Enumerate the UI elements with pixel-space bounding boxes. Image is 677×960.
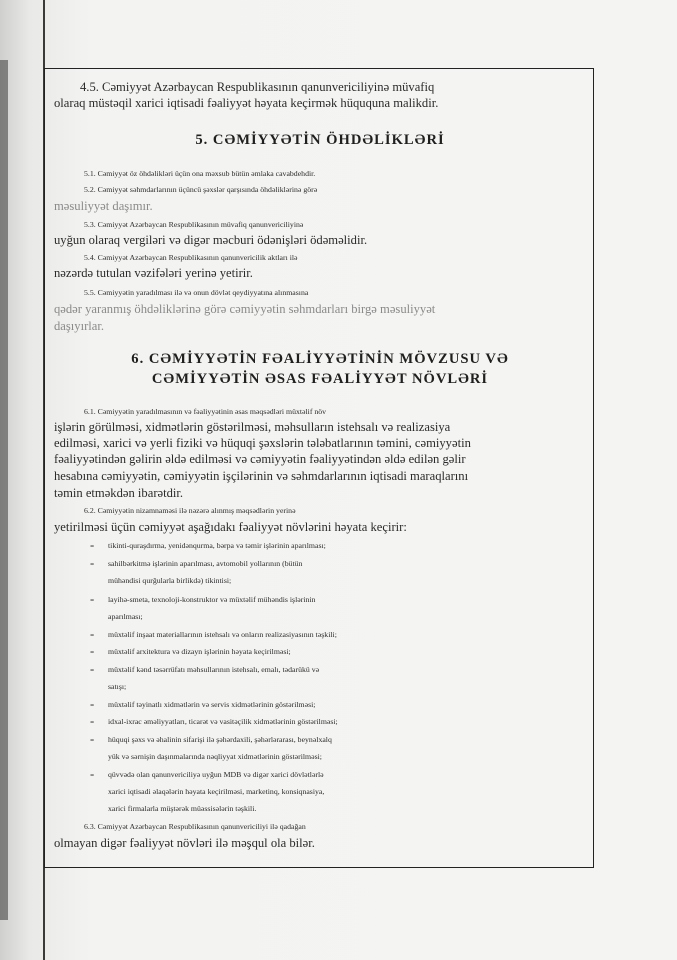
list-item-9-line-2: yük və sərnişin daşınmalarında nəqliyyat xidmətlərinin göstərilməsi; — [108, 752, 322, 761]
clause-5-5-line-2: qədər yaranmış öhdəliklərinə görə cəmiyyətin səhmdarları birgə məsuliyyət — [54, 302, 436, 316]
bullet-dash: - — [90, 627, 95, 641]
list-item-6-line-2: satışı; — [108, 682, 127, 691]
bullet-dash: - — [90, 767, 95, 781]
clause-5-4-line-1: 5.4. Cəmiyyət Azərbaycan Respublikasının qanunvericilik aktları ilə — [84, 253, 298, 262]
section-5-heading: 5. CƏMİYYƏTİN ÖHDƏLİKLƏRİ — [195, 132, 445, 148]
clause-5-2-line-1: 5.2. Cəmiyyət səhmdarlarının üçüncü şəxslər qarşısında öhdəliklərinə görə — [84, 185, 318, 194]
list-item-10-line-2: xarici iqtisadi əlaqələrin həyata keçirilməsi, marketinq, konsiqnasiya, — [108, 787, 325, 796]
list-item-10-line-1: qüvvədə olan qanunvericiliyə uyğun MDB və digər xarici dövlətlərlə — [108, 770, 324, 779]
paragraph-4-5-line-2: olaraq müstəqil xarici iqtisadi fəaliyyət həyata keçirmək hüququna malikdir. — [54, 96, 439, 110]
bullet-dash: - — [90, 662, 95, 676]
list-item-3-line-1: layihə-smeta, texnoloji-konstruktor və müxtəlif mühəndis işlərinin — [108, 595, 316, 604]
clause-6-1-line-1: 6.1. Cəmiyyətin yaradılmasının və fəaliyyətinin əsas məqsədləri müxtəlif növ — [84, 407, 327, 416]
list-item-9-line-1: hüquqi şəxs və əhalinin sifarişi ilə şəhərdaxili, şəhərlərarası, beynəlxalq — [108, 735, 332, 744]
clause-6-1-line-3: edilməsi, xarici və yerli fiziki və hüquqi şəxslərin tələbatlarının təmini, cəmiyyətin — [54, 436, 471, 450]
clause-6-1-line-5: hesabına cəmiyyətin, cəmiyyətin işçilərinin və səhmdarlarının iqtisadi maraqlarını — [54, 469, 469, 483]
bullet-dash: - — [90, 644, 95, 658]
list-item-2-line-2: mühəndisi qurğularla birlikdə) tikintisi; — [108, 576, 232, 585]
clause-5-3-line-1: 5.3. Cəmiyyət Azərbaycan Respublikasının müvafiq qanunvericiliyinə — [84, 220, 304, 229]
clause-6-3-line-2: olmayan digər fəaliyyət növləri ilə məşqul ola bilər. — [54, 836, 315, 850]
paragraph-4-5-line-1: 4.5. Cəmiyyət Azərbaycan Respublikasının qanunvericiliyinə müvafiq — [80, 80, 435, 94]
clause-5-4-line-2: nəzərdə tutulan vəzifələri yerinə yetirir. — [54, 266, 253, 280]
bullet-dash: - — [90, 697, 95, 711]
list-item-3-line-2: aparılması; — [108, 612, 143, 621]
clause-6-1-line-6: təmin etməkdən ibarətdir. — [54, 486, 184, 500]
list-item-8-line-1: idxal-ixrac əməliyyatları, ticarət və vasitəçilik xidmətlərinin göstərilməsi; — [108, 717, 338, 726]
list-item-2-line-1: sahilbərkitmə işlərinin aparılması, avtomobil yollarının (bütün — [108, 559, 303, 568]
clause-6-2-line-2: yetirilməsi üçün cəmiyyət aşağıdakı fəaliyyət növlərini həyata keçirir: — [54, 520, 407, 534]
bullet-dash: - — [90, 714, 95, 728]
clause-6-3-line-1: 6.3. Cəmiyyət Azərbaycan Respublikasının qanunvericiliyi ilə qadağan — [84, 822, 306, 831]
clause-5-3-line-2: uyğun olaraq vergiləri və digər məcburi ödənişləri ödəməlidir. — [54, 233, 368, 247]
list-item-10-line-3: xarici firmalarla müştərək müəssisələrin təşkili. — [108, 804, 257, 813]
clause-5-1: 5.1. Cəmiyyət öz öhdəlikləri üçün ona məxsub bütün əmlaka cavabdehdir. — [84, 169, 316, 178]
bullet-dash: - — [90, 732, 95, 746]
list-item-6-line-1: müxtəlif kənd təsərrüfatı məhsullarının istehsalı, emalı, tədarükü və — [108, 665, 320, 674]
page-shadow — [0, 60, 8, 920]
list-item-4-line-1: müxtəlif inşaat materiallarının istehsalı və onların realizasiyasının təşkili; — [108, 630, 337, 639]
clause-5-5-line-3: daşıyırlar. — [54, 319, 105, 333]
bullet-dash: - — [90, 592, 95, 606]
list-item-7-line-1: müxtəlif təyinatlı xidmətlərin və servis xidmətlərinin göstərilməsi; — [108, 700, 316, 709]
clause-5-2-line-2: məsuliyyət daşımır. — [54, 199, 153, 213]
bullet-dash: - — [90, 538, 95, 552]
clause-6-1-line-2: işlərin görülməsi, xidmətlərin göstərilməsi, məhsulların istehsalı və realizasiya — [54, 420, 451, 434]
section-6-heading-line-2: CƏMİYYƏTİN ƏSAS FƏALİYYƏT NÖVLƏRİ — [151, 371, 489, 387]
list-item-1-line-1: tikinti-quraşdırma, yenidənqurma, bərpa və təmir işlərinin aparılması; — [108, 541, 326, 550]
bullet-dash: - — [90, 556, 95, 570]
clause-6-1-line-4: fəaliyyətindən gəlirin əldə edilməsi və cəmiyyətin fəaliyyətindən əldə edilən gəlir — [54, 452, 466, 466]
list-item-5-line-1: müxtəlif arxitektura və dizayn işlərinin həyata keçirilməsi; — [108, 647, 291, 656]
clause-5-5-line-1: 5.5. Cəmiyyətin yaradılması ilə və onun dövlət qeydiyyatına alınmasına — [84, 288, 309, 297]
clause-6-2-line-1: 6.2. Cəmiyyətin nizamnaməsi ilə nəzərə alınmış məqsədlərin yerinə — [84, 506, 296, 515]
section-6-heading-line-1: 6. CƏMİYYƏTİN FƏALİYYƏTİNİN MÖVZUSU VƏ — [131, 351, 509, 367]
